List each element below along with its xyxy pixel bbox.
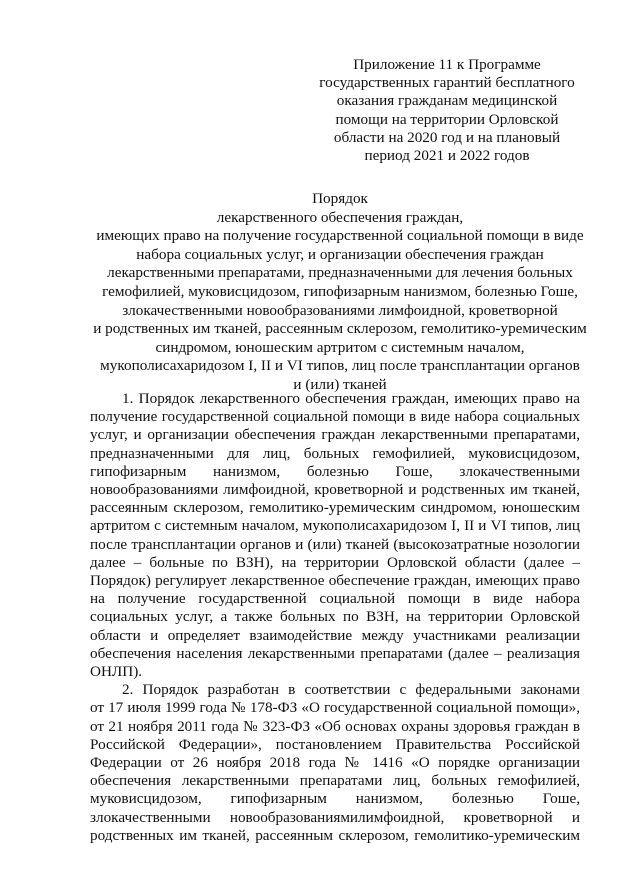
title-line: имеющих право на получение государственной социальной помощи в виде (96, 227, 584, 245)
paragraph-line: предназначенными для лиц, больных гемофилией, муковисцидозом, (90, 444, 580, 462)
paragraph-line: обеспечения лекарственными препаратами лиц, больных гемофилией, (90, 772, 580, 790)
paragraph-line: после трансплантации органов и (или) тканей (высокозатратные нозологии (90, 535, 580, 553)
paragraph-line: новообразованиями лимфоидной, кроветворной и родственных им тканей, (90, 481, 580, 499)
appendix-line: помощи на территории Орловской (335, 110, 559, 128)
appendix-header (318, 56, 576, 165)
title-line: и (или) тканей (293, 375, 387, 393)
document-body (90, 390, 580, 845)
paragraph-line: области и определяет взаимодействие между участниками реализации (90, 626, 580, 644)
paragraph-line: 2. Порядок разработан в соответствии с федеральными законами (122, 681, 580, 699)
paragraph-line: обеспечения населения лекарственными препаратами (далее – реализация (90, 644, 580, 662)
paragraph-line: от 21 ноября 2011 года № 323-ФЗ «Об основах охраны здоровья граждан в (90, 717, 580, 735)
paragraph-line: Порядок) регулирует лекарственное обеспечение граждан, имеющих право (90, 572, 580, 590)
paragraph-line: артритом с системным началом, мукополисахаридозом I, II и VI типов, лиц (90, 517, 580, 535)
title-line: Порядок (312, 190, 368, 207)
paragraph-line: далее – больные по ВЗН), на территории Орловской области (далее – (90, 553, 580, 571)
paragraph-line: муковисцидозом, гипофизарным нанизмом, болезнью Гоше, (90, 790, 580, 808)
title-line: лекарственного обеспечения граждан, (216, 208, 464, 226)
paragraph-line: рассеянным склерозом, гемолитико-уремическим синдромом, юношеским (90, 499, 580, 517)
paragraph-1 (90, 390, 580, 681)
paragraph-line: ОНЛП). (90, 663, 143, 681)
paragraph-line: 1. Порядок лекарственного обеспечения граждан, имеющих право на (122, 390, 580, 407)
paragraph-line: гипофизарным нанизмом, болезнью Гоше, злокачественными (90, 462, 580, 480)
paragraph-line: на получение государственной социальной помощи в виде набора (90, 590, 580, 608)
paragraph-line: услуг, и организации обеспечения граждан лекарственными препаратами, (90, 426, 580, 444)
paragraph-line: получение государственной социальной помощи в виде набора социальных (90, 409, 580, 426)
appendix-line: Приложение 11 к Программе (353, 56, 541, 73)
paragraph-2 (90, 681, 580, 845)
appendix-line: оказания гражданам медицинской (336, 92, 558, 110)
document-title (60, 190, 620, 395)
title-line: гемофилией, муковисцидозом, гипофизарным нанизмом, болезнью Гоше, (102, 282, 578, 300)
title-line: и родственных им тканей, рассеянным склерозом, гемолитико-уремическим (93, 320, 587, 338)
title-line: синдромом, юношеским артритом с системным началом, (155, 338, 525, 356)
paragraph-line: злокачественными новообразованиямилимфоидной, кроветворной и (90, 808, 580, 826)
appendix-line: государственных гарантий бесплатного (319, 74, 575, 92)
title-line: мукополисахаридозом I, II и VI типов, лиц после трансплантации органов (100, 357, 580, 375)
paragraph-line: от 17 июля 1999 года № 178-ФЗ «О государственной социальной помощи», (90, 699, 580, 717)
paragraph-line: социальных услуг, а также больных по ВЗН, на территории Орловской (90, 608, 580, 626)
title-line: лекарственными препаратами, предназначенными для лечения больных (107, 264, 573, 282)
paragraph-line: Федерации от 26 ноября 2018 года № 1416 «О порядке организации (90, 754, 580, 772)
paragraph-line: родственных им тканей, рассеянным склерозом, гемолитико-уремическим (90, 826, 580, 844)
appendix-line: области на 2020 год и на плановый (333, 128, 561, 146)
paragraph-line: Российской Федерации», постановлением Правительства Российской (90, 735, 580, 753)
title-line: злокачественными новообразованиями лимфоидной, кроветворной (122, 301, 558, 319)
appendix-line: период 2021 и 2022 годов (364, 147, 530, 165)
title-line: набора социальных услуг, и организации обеспечения граждан (136, 245, 544, 263)
